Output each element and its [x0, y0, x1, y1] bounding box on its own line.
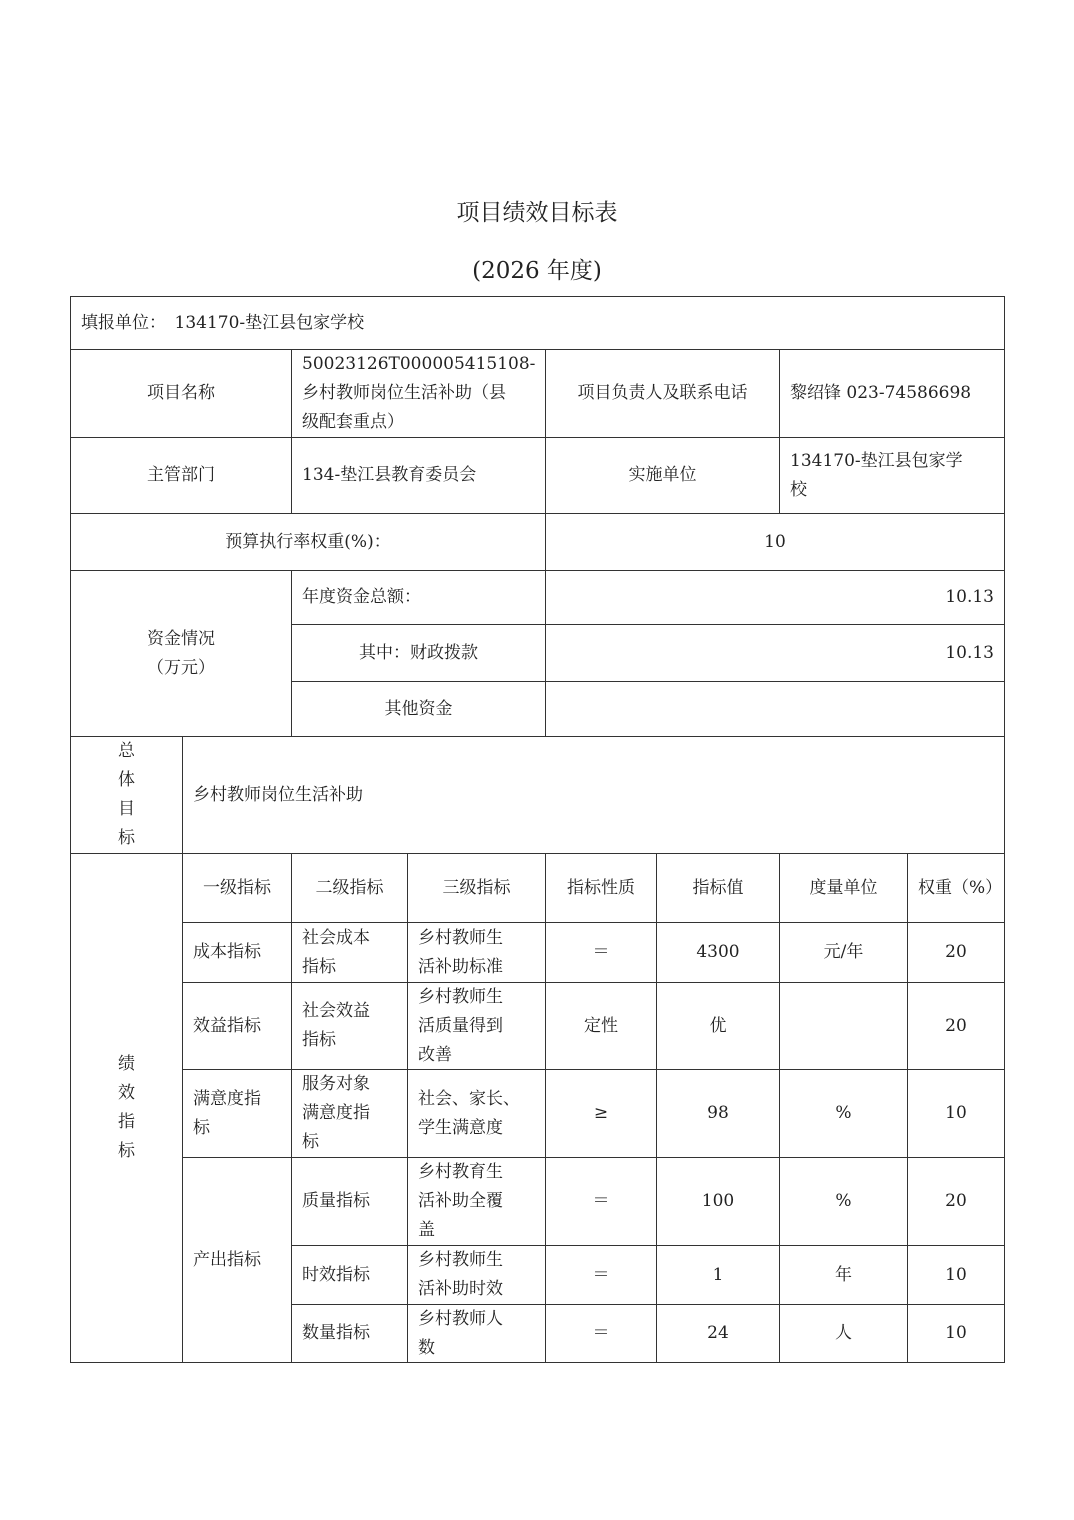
project-name-value [291, 349, 546, 438]
perf-label-char: 标 [118, 1141, 135, 1161]
weight: 20 [907, 1157, 1005, 1246]
text-line: 资金情况 [147, 628, 215, 649]
impl-value-text [790, 447, 963, 505]
level3-indicator-text [418, 1305, 503, 1363]
indicator-nature: ＝ [545, 922, 657, 983]
indicator-value: 100 [656, 1157, 780, 1246]
goal-value: 乡村教师岗位生活补助 [182, 736, 1005, 854]
text-line: 活补助时效 [418, 1279, 503, 1299]
text-line: 数 [418, 1337, 435, 1358]
level2-indicator [291, 982, 408, 1070]
level2-indicator-text [302, 1070, 370, 1157]
budget-rate-label: 预算执行率权重(%)： [70, 513, 546, 571]
goal-label-char: 体 [118, 770, 135, 790]
column-header: 三级指标 [407, 853, 546, 923]
level1-indicator: 效益指标 [182, 982, 292, 1070]
text-line: 50023126T000005415108- [302, 354, 536, 374]
text-line: 级配套重点） [302, 412, 404, 432]
funds-item-value: 10.13 [545, 570, 1005, 625]
contact-label: 项目负责人及联系电话 [545, 349, 780, 438]
indicator-nature: ＝ [545, 1245, 657, 1305]
impl-label: 实施单位 [545, 437, 780, 514]
dept-value: 134-垫江县教育委员会 [291, 437, 546, 514]
column-header: 指标性质 [545, 853, 657, 923]
funds-label [70, 570, 292, 737]
funds-item-value: 10.13 [545, 624, 1005, 682]
funds-label-text [147, 625, 215, 683]
level3-indicator [407, 1069, 546, 1158]
indicator-value: 优 [656, 982, 780, 1070]
level2-indicator [291, 1069, 408, 1158]
text-line: 乡村教师生 [418, 986, 503, 1007]
level3-indicator [407, 1245, 546, 1305]
text-line: 盖 [418, 1220, 435, 1240]
text-line: 乡村教育生 [418, 1162, 503, 1182]
budget-rate-value: 10 [545, 513, 1005, 571]
level3-indicator-text [418, 1246, 503, 1304]
measure-unit: % [779, 1157, 908, 1246]
level3-indicator-text [418, 1158, 503, 1245]
text-line: 社会、家长、 [418, 1088, 520, 1109]
text-line: （万元） [147, 657, 215, 678]
indicator-nature: ＝ [545, 1157, 657, 1246]
measure-unit: 年 [779, 1245, 908, 1305]
page-subtitle: (2026 年度) [472, 258, 602, 284]
funds-item-label: 其中：财政拨款 [291, 624, 546, 682]
level2-indicator [291, 1245, 408, 1305]
indicator-value: 24 [656, 1304, 780, 1363]
goal-label-char: 标 [118, 828, 135, 848]
level1-indicator: 成本指标 [182, 922, 292, 983]
impl-value [779, 437, 1005, 514]
level1-indicator: 产出指标 [182, 1157, 292, 1363]
text-line: 学生满意度 [418, 1117, 503, 1138]
level3-indicator [407, 1304, 546, 1363]
indicator-value: 98 [656, 1069, 780, 1158]
text-line: 质量指标 [302, 1191, 370, 1211]
text-line: 活质量得到 [418, 1015, 503, 1036]
text-line: 活补助标准 [418, 956, 503, 977]
column-header: 指标值 [656, 853, 780, 923]
level3-indicator [407, 922, 546, 983]
funds-item-label: 年度资金总额： [291, 570, 546, 625]
level2-indicator [291, 1304, 408, 1363]
goal-label-char: 总 [118, 741, 135, 761]
goal-label [70, 736, 183, 854]
text-line: 乡村教师人 [418, 1308, 503, 1329]
project-name-value-text [302, 350, 535, 437]
level2-indicator-text [302, 924, 370, 982]
level3-indicator [407, 982, 546, 1070]
text-line: 社会效益 [302, 1001, 370, 1021]
indicator-value: 1 [656, 1245, 780, 1305]
text-line: 满意度指 [302, 1103, 370, 1123]
text-line: 标 [193, 1117, 210, 1138]
weight: 10 [907, 1245, 1005, 1305]
level2-indicator-text [302, 1187, 370, 1216]
weight: 10 [907, 1304, 1005, 1363]
weight: 20 [907, 982, 1005, 1070]
level2-indicator-text [302, 1319, 370, 1348]
funds-item-label: 其他资金 [291, 681, 546, 737]
reporting-unit: 填报单位： 134170-垫江县包家学校 [70, 296, 1005, 350]
contact-value: 黎绍锋 023-74586698 [779, 349, 1005, 438]
indicator-nature: ≥ [545, 1069, 657, 1158]
page-title: 项目绩效目标表 [456, 200, 618, 226]
level3-indicator-text [418, 1085, 520, 1143]
weight: 20 [907, 922, 1005, 983]
level3-indicator-text [418, 924, 503, 982]
level1-indicator-text [193, 1085, 261, 1143]
perf-label [70, 853, 183, 1363]
dept-label: 主管部门 [70, 437, 292, 514]
measure-unit: 元/年 [779, 922, 908, 983]
text-line: 时效指标 [302, 1264, 370, 1285]
perf-label-char: 指 [118, 1112, 135, 1132]
level3-indicator-text [418, 983, 503, 1070]
text-line: 指标 [302, 956, 336, 977]
level2-indicator-text [302, 997, 370, 1055]
text-line: 数量指标 [302, 1323, 370, 1343]
text-line: 社会成本 [302, 927, 370, 948]
text-line: 乡村教师生 [418, 927, 503, 948]
measure-unit [779, 982, 908, 1070]
text-line: 乡村教师岗位生活补助（县 [302, 383, 506, 403]
text-line: 指标 [302, 1030, 336, 1050]
measure-unit: % [779, 1069, 908, 1158]
indicator-nature: 定性 [545, 982, 657, 1070]
goal-label-char: 目 [118, 799, 135, 819]
column-header: 度量单位 [779, 853, 908, 923]
level1-indicator [182, 1069, 292, 1158]
column-header: 权重（%） [907, 853, 1005, 923]
measure-unit: 人 [779, 1304, 908, 1363]
level2-indicator-text [302, 1261, 370, 1290]
text-line: 标 [302, 1132, 319, 1152]
text-line: 服务对象 [302, 1074, 370, 1094]
weight: 10 [907, 1069, 1005, 1158]
perf-label-char: 绩 [118, 1054, 135, 1074]
level2-indicator [291, 922, 408, 983]
funds-item-value [545, 681, 1005, 737]
text-line: 134170-垫江县包家学 [790, 450, 963, 471]
project-name-label: 项目名称 [70, 349, 292, 438]
indicator-nature: ＝ [545, 1304, 657, 1363]
column-header: 二级指标 [291, 853, 408, 923]
perf-label-char: 效 [118, 1083, 135, 1103]
indicator-value: 4300 [656, 922, 780, 983]
level2-indicator [291, 1157, 408, 1246]
text-line: 活补助全覆 [418, 1191, 503, 1211]
text-line: 校 [790, 479, 807, 500]
text-line: 满意度指 [193, 1088, 261, 1109]
level3-indicator [407, 1157, 546, 1246]
text-line: 乡村教师生 [418, 1250, 503, 1270]
text-line: 改善 [418, 1044, 452, 1065]
column-header: 一级指标 [182, 853, 292, 923]
